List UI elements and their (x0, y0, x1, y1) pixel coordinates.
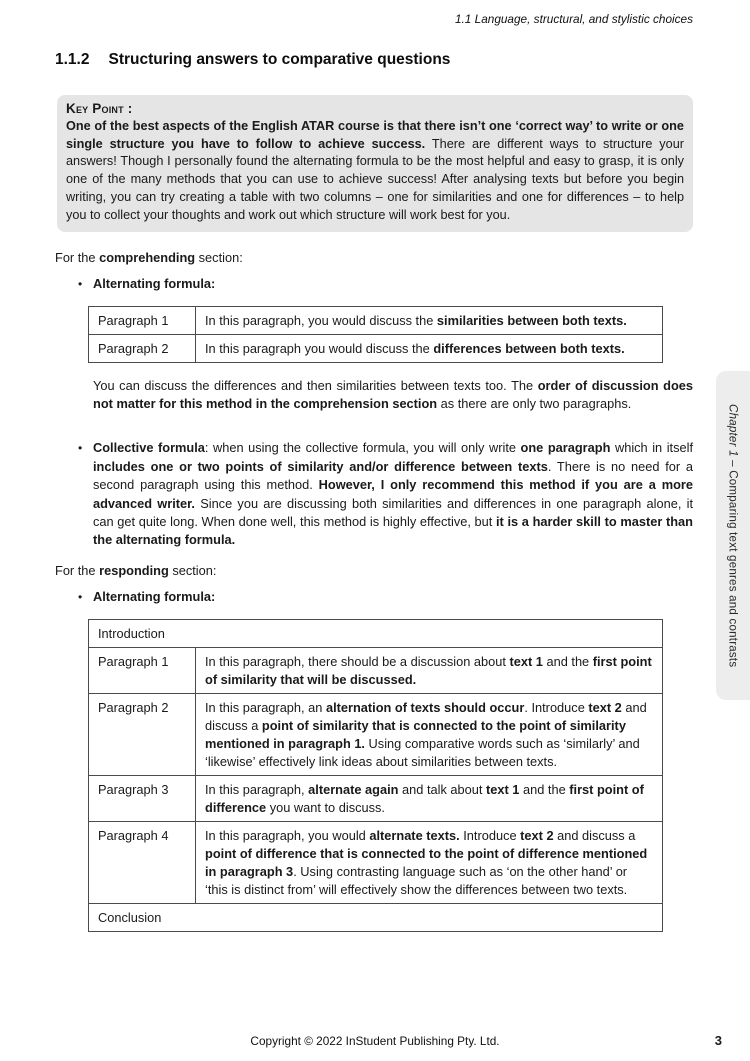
running-header: 1.1 Language, structural, and stylistic choices (454, 12, 693, 26)
bullet-alternating-comprehending (55, 275, 693, 293)
row-label: Paragraph 3 (89, 776, 196, 822)
table-row (89, 306, 663, 334)
table-footer-row (89, 904, 663, 932)
page-number: 3 (714, 1033, 722, 1048)
row-label: Paragraph 1 (89, 306, 196, 334)
chapter-tab-label (727, 404, 740, 667)
responding-table (88, 619, 663, 932)
bullet-body: Collective formula: when using the collective formula, you will only write one paragraph which in itself includes one or two points of similarity and/or difference between texts. There is no need for a second paragraph using this method. However, I only recommend this method if you are a more advanced writer. Since you are discussing both similarities and differences in one paragraph alone, it can get quite long. When done well, this method is highly effective, but it is a harder skill to master than the alternating formula. (93, 440, 694, 548)
row-content: In this paragraph, you would discuss the similarities between both texts. (196, 306, 663, 334)
keypoint-label: Key Point : (66, 101, 133, 116)
row-label: Paragraph 2 (89, 694, 196, 776)
page-footer (0, 1033, 750, 1053)
row-content: In this paragraph, an alternation of texts should occur. Introduce text 2 and discuss a point of similarity that is connected to the point of similarity mentioned in paragraph 1. Using comparative words such as ‘similarly’ and ‘likewise’ effectively link ideas about similarities between texts. (196, 694, 663, 776)
copyright-text: Copyright © 2022 InStudent Publishing Pty. Ltd. (250, 1034, 500, 1048)
intro-cell: Introduction (89, 620, 663, 648)
table-row (89, 334, 663, 362)
table-row (89, 776, 663, 822)
bullet-icon: • (78, 441, 83, 456)
chapter-number: Chapter 1 (726, 403, 740, 457)
row-content: In this paragraph, there should be a discussion about text 1 and the first point of similarity that will be discussed. (196, 648, 663, 694)
row-label: Paragraph 2 (89, 334, 196, 362)
row-content: In this paragraph you would discuss the differences between both texts. (196, 334, 663, 362)
keypoint-box (57, 95, 693, 232)
bullet-icon: • (78, 589, 83, 604)
bullet-label: Alternating formula: (93, 275, 216, 291)
table-row (89, 648, 663, 694)
keypoint-body: One of the best aspects of the English ATAR course is that there isn’t one ‘correct way’ to write or one single structure you have to follow to achieve success. There are different ways to structure your answers! Though I personally found the alternating formula to be the most helpful and easy to grasp, it is only one of the many methods that you can use to achieve success! After analysing texts but before you begin writing, you can try creating a table with two columns – one for similarities and one for differences – to help you to collect your thoughts and work out which structure will work best for you. (66, 118, 684, 222)
bullet-collective-formula (55, 439, 693, 549)
comprehending-note: You can discuss the differences and then similarities between texts too. The order of discussion does not matter for this method in the comprehension section as there are only two paragraphs. (93, 377, 693, 412)
chapter-title: – Comparing text genres and contrasts (726, 456, 740, 668)
conclusion-cell: Conclusion (89, 904, 663, 932)
section-heading (55, 50, 693, 69)
section-number: 1.1.2 (55, 51, 90, 68)
bullet-icon: • (78, 276, 83, 291)
chapter-sidebar-tab (716, 371, 750, 700)
row-label: Paragraph 1 (89, 648, 196, 694)
responding-lead: For the responding section: (55, 562, 217, 578)
bullet-alternating-responding (55, 588, 693, 606)
row-label: Paragraph 4 (89, 822, 196, 904)
comprehending-table (88, 306, 663, 363)
row-content: In this paragraph, alternate again and talk about text 1 and the first point of difference you want to discuss. (196, 776, 663, 822)
bullet-label: Alternating formula: (93, 588, 216, 604)
section-title: Structuring answers to comparative questions (108, 51, 451, 68)
comprehending-lead: For the comprehending section: (55, 249, 243, 265)
table-row (89, 694, 663, 776)
table-header-row (89, 620, 663, 648)
row-content: In this paragraph, you would alternate texts. Introduce text 2 and discuss a point of difference that is connected to the point of difference mentioned in paragraph 3. Using contrasting language such as ‘on the other hand’ or ‘this is distinct from’ will effectively show the differences between two texts. (196, 822, 663, 904)
table-row (89, 822, 663, 904)
